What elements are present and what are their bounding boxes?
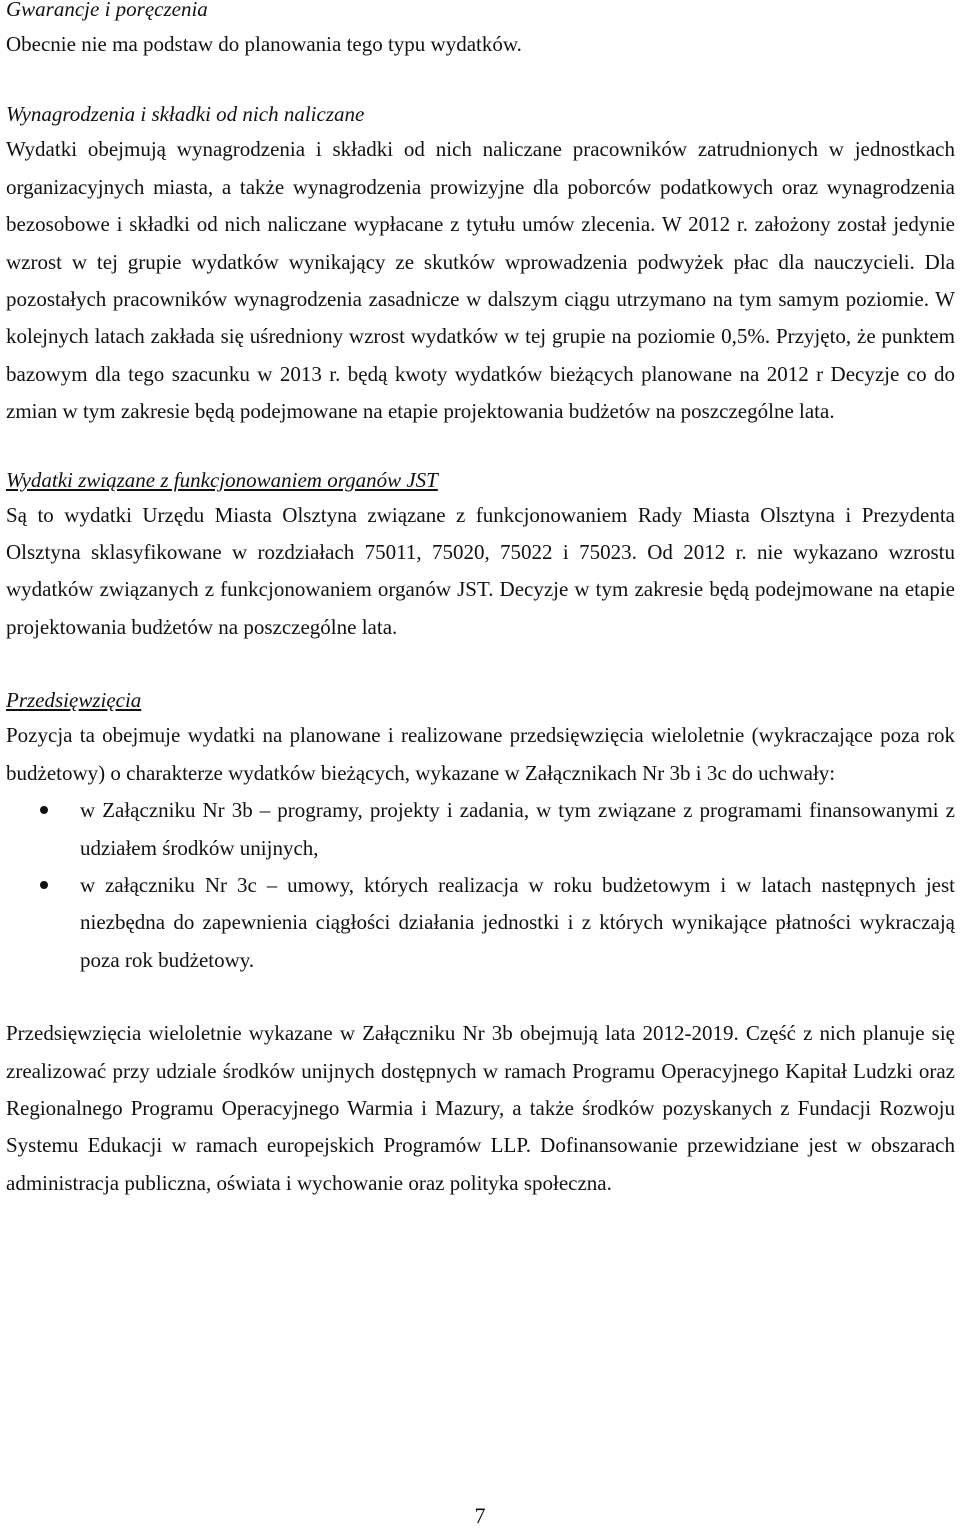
- section-heading-jst-bodies: Wydatki związane z funkcjonowaniem organów JST: [6, 467, 438, 492]
- section-heading-guarantees: Gwarancje i poręczenia: [6, 0, 208, 21]
- page-number: 7: [474, 1503, 486, 1528]
- bullet-icon: [40, 881, 48, 889]
- section-paragraph-jst-bodies: Są to wydatki Urzędu Miasta Olsztyna związane z funkcjonowaniem Rady Miasta Olsztyna i Prezydenta Olsztyna sklasyfikowane w rozdziałach 75011, 75020, 75022 i 75023. Od 2012 r. nie wykazano wzrostu wydatków związanych z funkcjonowaniem organów JST. Decyzje w tym zakresie będą podejmowane na etapie projektowania budżetów na poszczególne lata.: [6, 502, 955, 639]
- section-paragraph-projects-2: Przedsięwzięcia wieloletnie wykazane w Załączniku Nr 3b obejmują lata 2012-2019. Część z nich planuje się zrealizować przy udziale środków unijnych dostępnych w ramach Programu Operacyjnego Kapitał Ludzki oraz Regionalnego Programu Operacyjnego Warmia i Mazury, a także środków pozyskanych z Fundacji Rozwoju Systemu Edukacji w ramach europejskich Programów LLP. Dofinansowanie przewidziane jest w obszarach administracja publiczna, oświata i wychowanie oraz polityka społeczna.: [6, 1021, 955, 1195]
- bullet-icon: [40, 806, 48, 814]
- section-paragraph-guarantees: Obecnie nie ma podstaw do planowania tego typu wydatków.: [6, 32, 522, 56]
- list-item: [6, 792, 955, 867]
- list-item: [6, 867, 955, 979]
- document-page: [6, 0, 955, 1202]
- list-item-text: w załączniku Nr 3c – umowy, których realizacja w roku budżetowym i w latach następnych jest niezbędna do zapewnienia ciągłości działania jednostki i z których wynikające płatności wykraczają poza rok budżetowy.: [80, 872, 955, 972]
- list-item-text: w Załączniku Nr 3b – programy, projekty i zadania, w tym związane z programami finansowanymi z udziałem środków unijnych,: [80, 798, 955, 860]
- section-paragraph-projects: Pozycja ta obejmuje wydatki na planowane i realizowane przedsięwzięcia wieloletnie (wykraczające poza rok budżetowy) o charakterze wydatków bieżących, wykazane w Załącznikach Nr 3b i 3c do uchwały:: [6, 723, 955, 785]
- section-paragraph-salaries: Wydatki obejmują wynagrodzenia i składki od nich naliczane pracowników zatrudnionych w jednostkach organizacyjnych miasta, a także wynagrodzenia prowizyjne dla poborców podatkowych oraz wynagrodzenia bezosobowe i składki od nich naliczane wypłacane z tytułu umów zlecenia. W 2012 r. założony został jedynie wzrost w tej grupie wydatków wynikający ze skutków wprowadzenia podwyżek płac dla nauczycieli. Dla pozostałych pracowników wynagrodzenia zasadnicze w dalszym ciągu utrzymano na tym samym poziomie. W kolejnych latach zakłada się uśredniony wzrost wydatków w tej grupie na poziomie 0,5%. Przyjęto, że punktem bazowym dla tego szacunku w 2013 r. będą kwoty wydatków bieżących planowane na 2012 r Decyzje co do zmian w tym zakresie będą podejmowane na etapie projektowania budżetów na poszczególne lata.: [6, 137, 955, 424]
- section-heading-projects: Przedsięwzięcia: [6, 688, 142, 713]
- projects-bullet-list: [6, 792, 955, 979]
- section-heading-salaries: Wynagrodzenia i składki od nich naliczane: [6, 102, 365, 127]
